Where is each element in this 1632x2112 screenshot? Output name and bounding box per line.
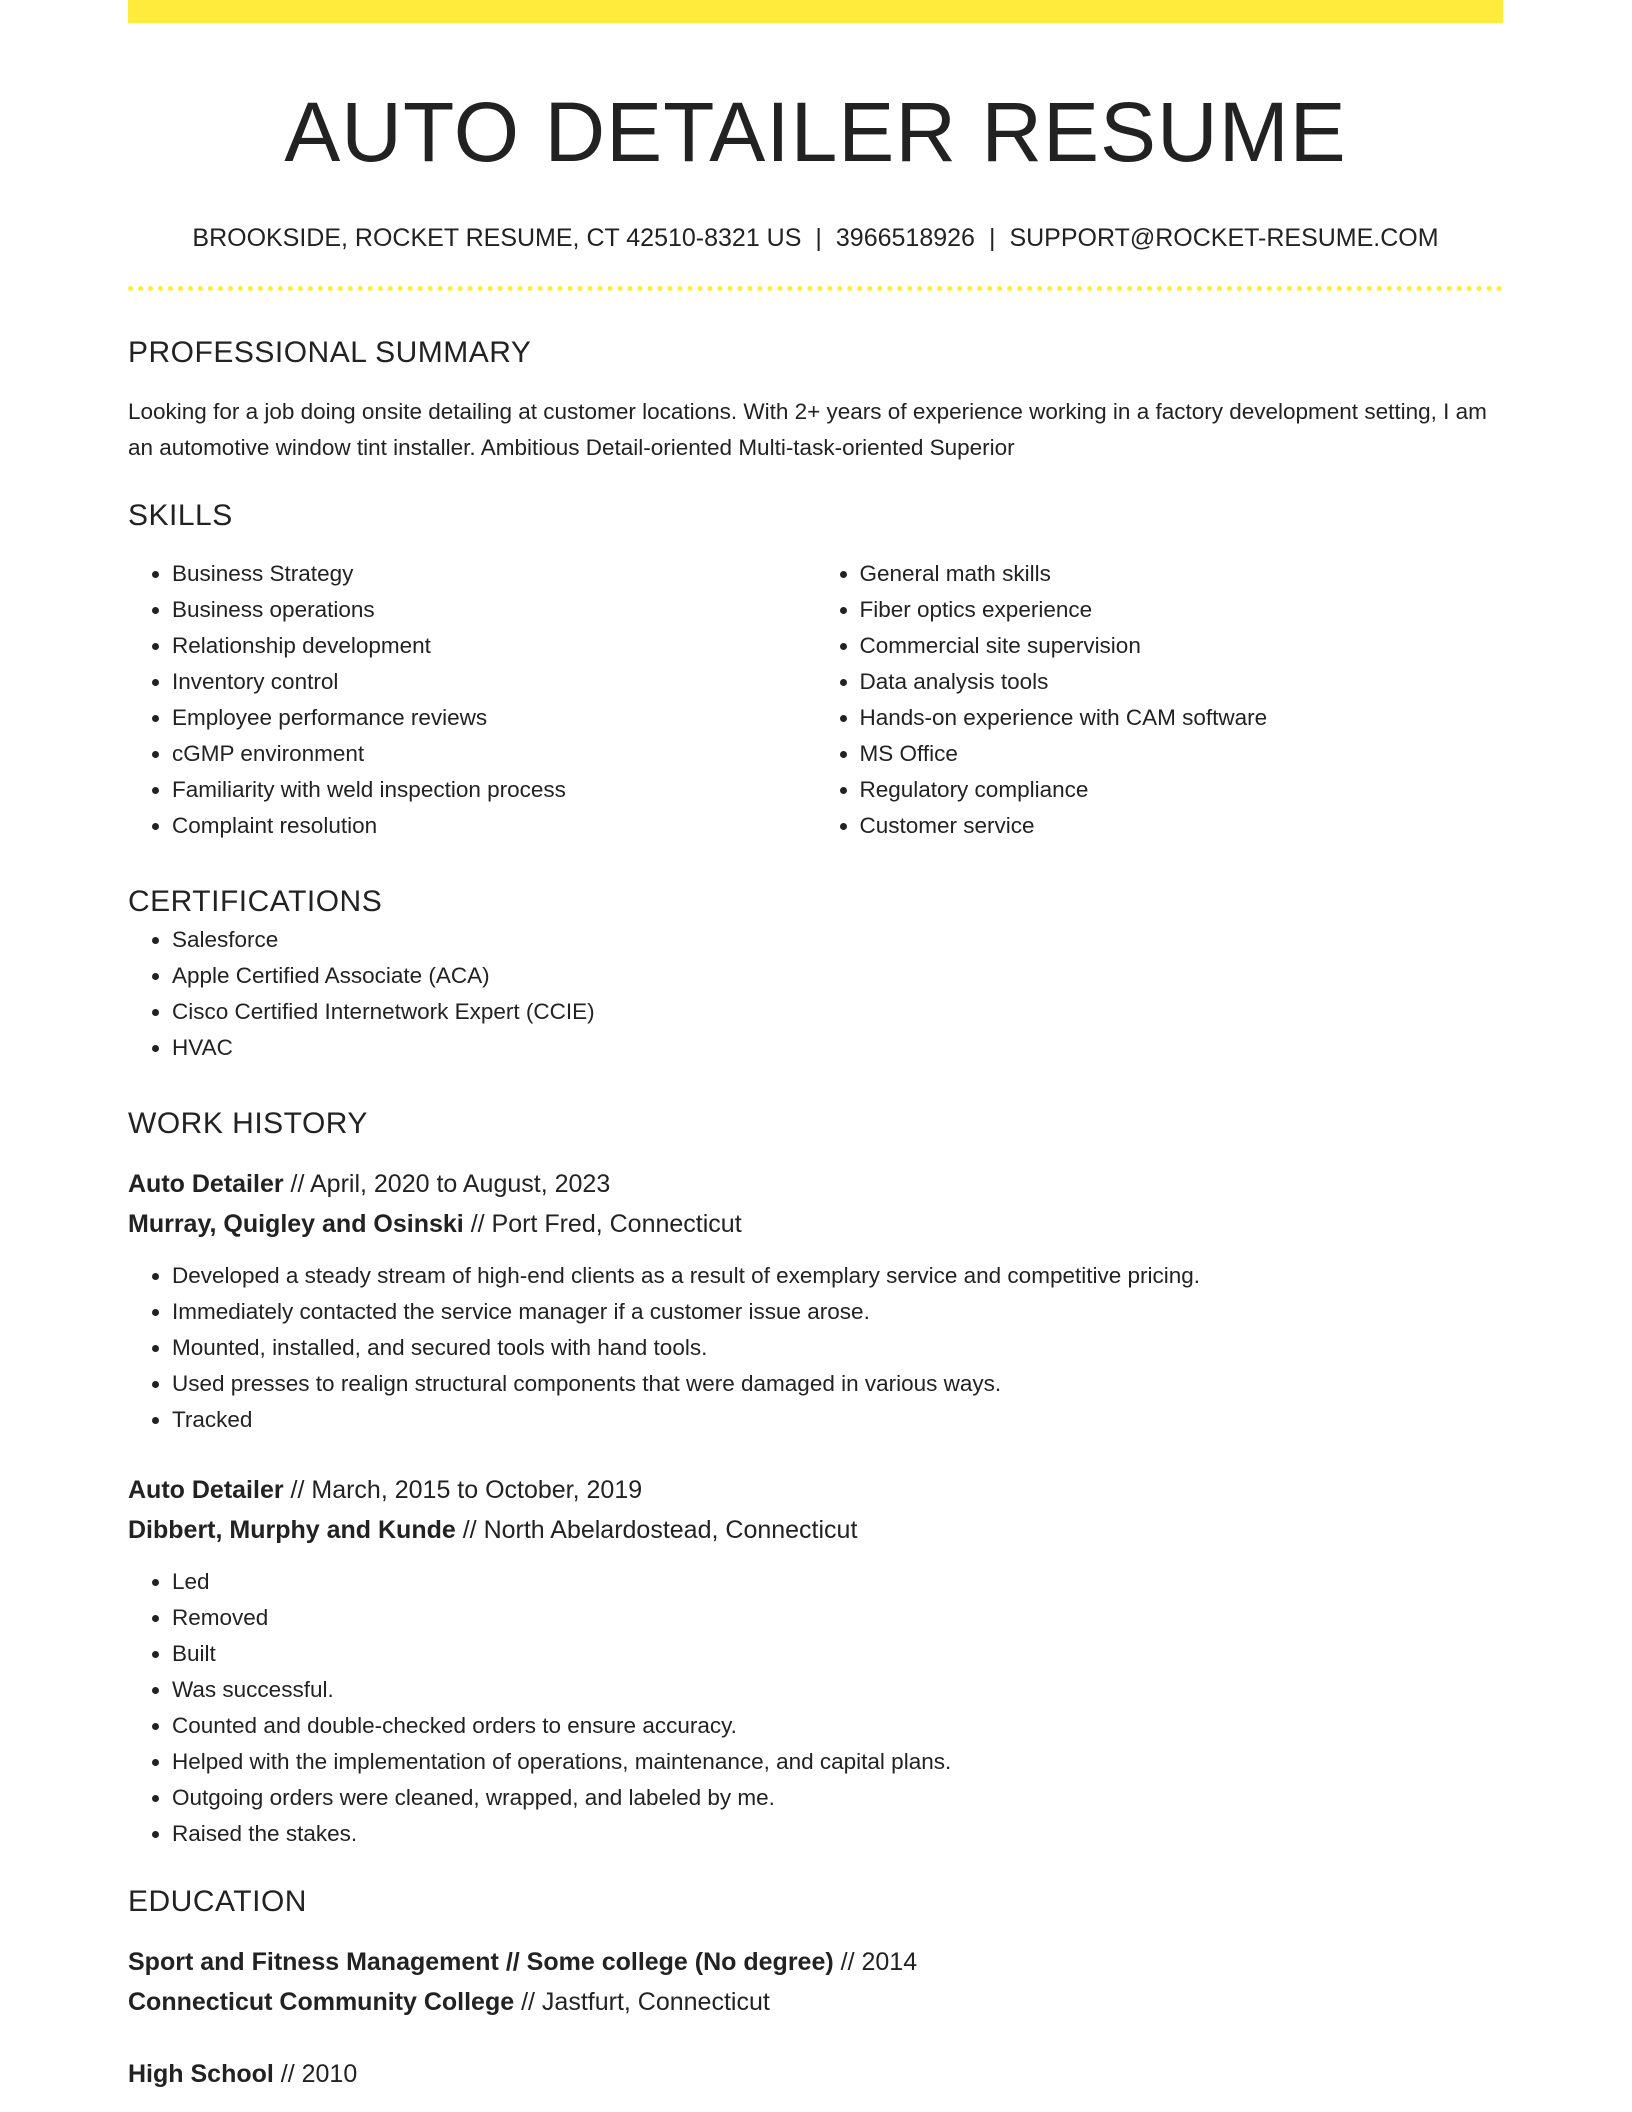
education-year: // 2014: [833, 1948, 918, 1976]
job-duty-item: • Built: [172, 1636, 1503, 1672]
job-duty-item: • Counted and double-checked orders to ensure accuracy.: [172, 1708, 1503, 1744]
skill-item: • Inventory control: [172, 664, 816, 700]
certifications-heading: CERTIFICATIONS: [128, 885, 383, 918]
job-duty-item: • Developed a steady stream of high-end clients as a result of exemplary service and competitive pricing.: [172, 1258, 1503, 1294]
skill-item: • Relationship development: [172, 628, 816, 664]
job-company: Dibbert, Murphy and Kunde: [128, 1516, 456, 1544]
education-school: Connecticut Community College: [128, 1988, 515, 2016]
job-dates: // March, 2015 to October, 2019: [283, 1476, 643, 1504]
job-duty-item: • Used presses to realign structural components that were damaged in various ways.: [172, 1366, 1503, 1402]
work-history-heading: WORK HISTORY: [128, 1107, 368, 1140]
skills-list-left: [128, 556, 816, 844]
contact-address: BROOKSIDE, ROCKET RESUME, CT 42510-8321 US: [192, 224, 802, 252]
skill-item: • Commercial site supervision: [860, 628, 1504, 664]
resume-content: [128, 0, 1503, 2094]
job-duty-item: • Removed: [172, 1600, 1503, 1636]
contact-phone: 3966518926: [835, 224, 975, 252]
job-duty-item: • Was successful.: [172, 1672, 1503, 1708]
skill-item: • General math skills: [860, 556, 1504, 592]
job-duty-item: • Immediately contacted the service manager if a customer issue arose.: [172, 1294, 1503, 1330]
education-program-line: [128, 1942, 1503, 1982]
certification-item: • Apple Certified Associate (ACA): [172, 958, 1503, 994]
education-entry: [128, 2054, 1503, 2094]
job-dates: // April, 2020 to August, 2023: [283, 1170, 611, 1198]
dotted-divider: [128, 286, 1503, 291]
education-program: High School: [128, 2060, 274, 2088]
skill-item: • Complaint resolution: [172, 808, 816, 844]
certification-item: • HVAC: [172, 1030, 1503, 1066]
summary-text: Looking for a job doing onsite detailing at customer locations. With 2+ years of experience working in a factory development setting, I am an automotive window tint installer. Ambitious Detail-oriented Multi-task-oriented Superior: [128, 399, 1487, 460]
job-title: Auto Detailer: [128, 1476, 284, 1504]
skill-item: • Hands-on experience with CAM software: [860, 700, 1504, 736]
job-title-line: [128, 1470, 1503, 1510]
skill-item: • cGMP environment: [172, 736, 816, 772]
job-title-line: [128, 1164, 1503, 1204]
resume-title: AUTO DETAILER RESUME: [284, 85, 1347, 179]
skill-item: • Familiarity with weld inspection process: [172, 772, 816, 808]
job-company-line: [128, 1204, 1503, 1244]
certifications-list: [128, 922, 1503, 1066]
education-year: // 2010: [273, 2060, 358, 2088]
skill-item: • Fiber optics experience: [860, 592, 1504, 628]
contact-separator: |: [988, 224, 996, 252]
job-duty-item: • Tracked: [172, 1402, 1503, 1438]
job-duty-item: • Led: [172, 1564, 1503, 1600]
education-location: // Jastfurt, Connecticut: [514, 1988, 770, 2016]
contact-separator: |: [815, 224, 822, 252]
job-title: Auto Detailer: [128, 1170, 284, 1198]
education-heading: EDUCATION: [128, 1885, 307, 1918]
education-school-line: [128, 1982, 1503, 2022]
skill-item: • Employee performance reviews: [172, 700, 816, 736]
job-duty-item: • Outgoing orders were cleaned, wrapped, and labeled by me.: [172, 1780, 1503, 1816]
certification-item: • Salesforce: [172, 922, 1503, 958]
skill-item: • Customer service: [860, 808, 1504, 844]
job-duty-item: • Mounted, installed, and secured tools with hand tools.: [172, 1330, 1503, 1366]
education-program-line: [128, 2054, 1503, 2094]
job-company: Murray, Quigley and Osinski: [128, 1210, 464, 1238]
job-entry: [128, 1164, 1503, 1438]
job-location: // North Abelardostead, Connecticut: [455, 1516, 858, 1544]
skill-item: • MS Office: [860, 736, 1504, 772]
skill-item: • Regulatory compliance: [860, 772, 1504, 808]
job-entry: [128, 1470, 1503, 1852]
skills-heading: SKILLS: [128, 499, 233, 532]
job-duty-item: • Helped with the implementation of operations, maintenance, and capital plans.: [172, 1744, 1503, 1780]
skill-item: • Business Strategy: [172, 556, 816, 592]
job-company-line: [128, 1510, 1503, 1550]
skill-item: • Business operations: [172, 592, 816, 628]
contact-line: [128, 222, 1503, 254]
education-program: Sport and Fitness Management // Some college (No degree): [128, 1948, 834, 1976]
job-duties-list: [128, 1564, 1503, 1852]
skills-list-right: [816, 556, 1504, 844]
certification-item: • Cisco Certified Internetwork Expert (CCIE): [172, 994, 1503, 1030]
job-location: // Port Fred, Connecticut: [463, 1210, 742, 1238]
summary-heading: PROFESSIONAL SUMMARY: [128, 336, 532, 369]
contact-email: SUPPORT@ROCKET-RESUME.COM: [1009, 224, 1439, 252]
education-entry: [128, 1942, 1503, 2022]
skills-columns: [128, 556, 1503, 844]
job-duty-item: • Raised the stakes.: [172, 1816, 1503, 1852]
skill-item: • Data analysis tools: [860, 664, 1504, 700]
job-duties-list: [128, 1258, 1503, 1438]
